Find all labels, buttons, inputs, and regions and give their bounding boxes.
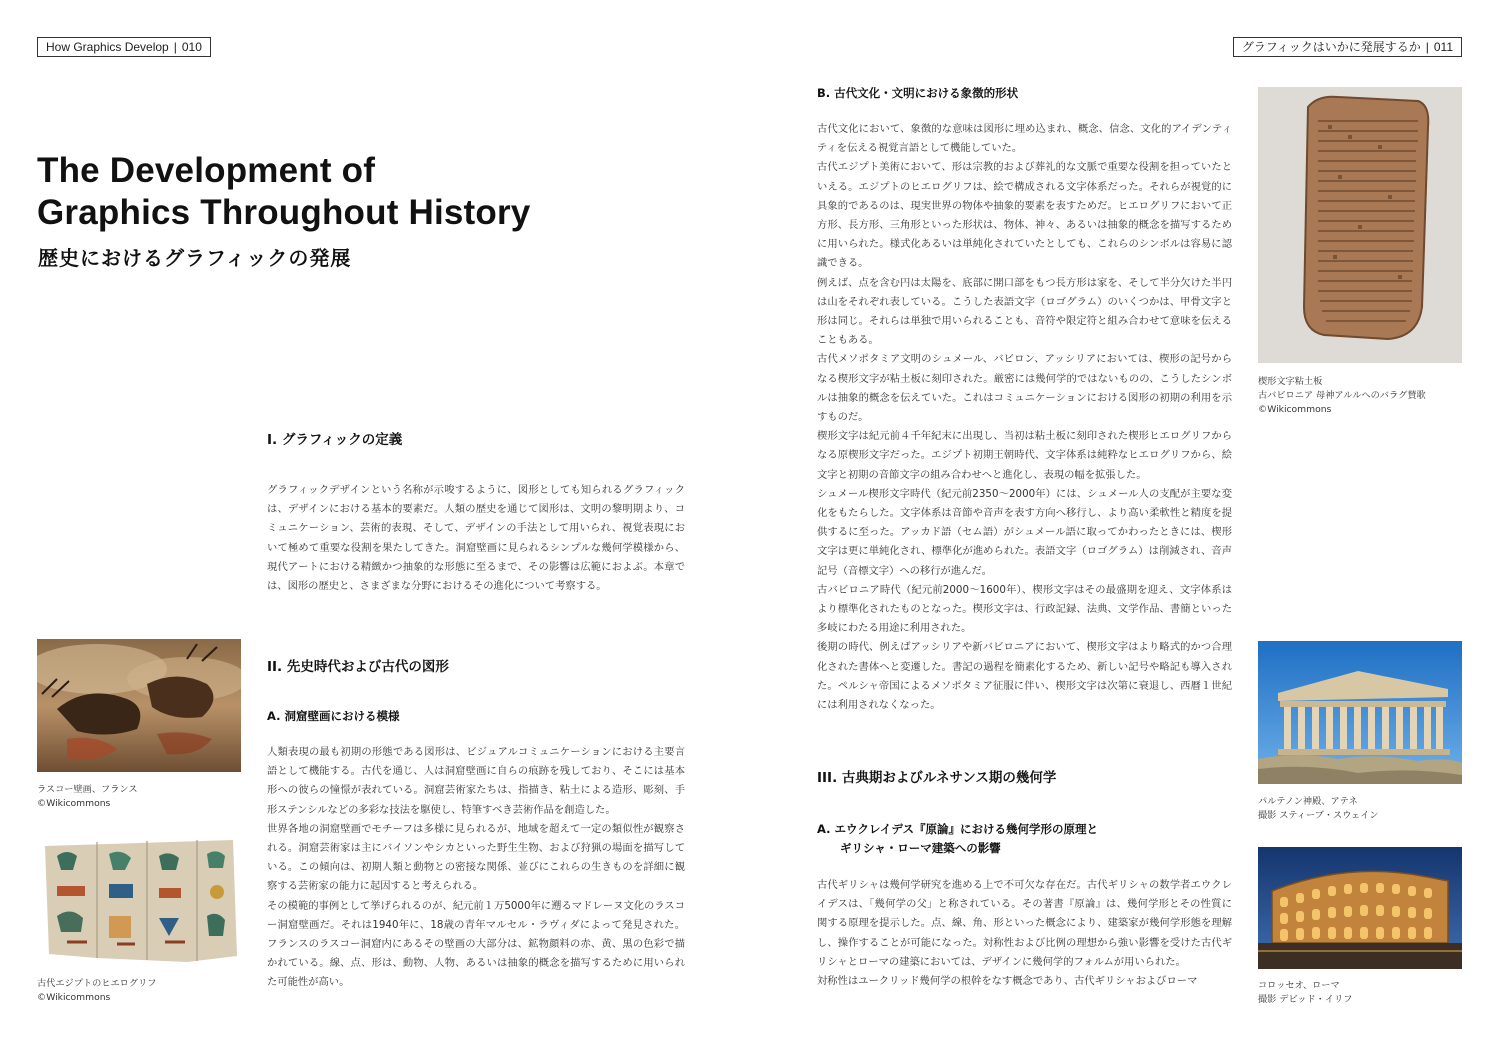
paragraph: 古代メソポタミア文明のシュメール、バビロン、アッシリアにおいては、楔形の記号からなる楔形文字が粘土板に刻印された。厳密には幾何学的ではないものの、こうしたシンボルは抽象的概念を伝えていた。これはコミュニケーションにおける図形の初期の利用を示すものだ。 xyxy=(817,353,1232,424)
caption-credit: ©Wikicommons xyxy=(37,798,111,809)
subheading-euclid xyxy=(817,820,1098,858)
chapter-title-line: The Development of xyxy=(37,151,376,190)
caption-credit: ©Wikicommons xyxy=(37,992,111,1003)
chapter-title-en xyxy=(37,150,530,234)
section-body-ancient-symbolic xyxy=(817,120,1232,715)
caption-line: パルテノン神殿、アテネ xyxy=(1258,796,1358,807)
page-number: 011 xyxy=(1433,40,1453,54)
caption-hieroglyph xyxy=(37,977,156,1005)
caption-line: 古代エジプトのヒエログリフ xyxy=(37,978,157,989)
running-head-right xyxy=(1233,37,1462,57)
section-heading-definition: I. グラフィックの定義 xyxy=(267,432,403,448)
right-page xyxy=(750,0,1500,1042)
section-body-definition xyxy=(267,481,685,596)
colosseum-photo xyxy=(1258,847,1462,969)
subheading-cave-painting: A. 洞窟壁画における模様 xyxy=(267,709,400,723)
running-head-label: How Graphics Develop xyxy=(46,40,169,54)
caption-line: 古バビロニア 母神アルルへのバラグ賛歌 xyxy=(1258,390,1426,401)
caption-credit: 撮影 デビッド・イリフ xyxy=(1258,994,1353,1005)
chapter-title-ja: 歴史におけるグラフィックの発展 xyxy=(38,246,352,270)
caption-colosseum xyxy=(1258,979,1352,1007)
caption-credit: 撮影 スティーブ・スウェイン xyxy=(1258,810,1379,821)
paragraph: 古代エジプト美術において、形は宗教的および葬礼的な文脈で重要な役割を担っていたといえる。エジプトのヒエログリフは、絵で構成される文字体系だった。それらが視覚的に具象的であるのは、現実世界の物体や抽象的要素を表すためだ。ヒエログリフにおいて正方形、長方形、三角形といった形状は、物体、神々、あるいは抽象的概念を描写するために用いられた。様式化あるいは単純化されていたとしても、これらのシンボルは容易に認識できる。 xyxy=(817,161,1232,270)
paragraph: 人類表現の最も初期の形態である図形は、ビジュアルコミュニケーションにおける主要言語として機能する。古代を通じ、人は洞窟壁画に自らの痕跡を残しており、そこには基本形への彼らの憧憬が表れている。洞窟芸術家たちは、指描き、粘土による造形、彫刻、手形ステンシルなどの多彩な技法を駆使し、特筆すべき芸術作品を創造した。 xyxy=(267,746,685,816)
paragraph: 古代文化において、象徴的な意味は図形に埋め込まれ、概念、信念、文化的アイデンティティを伝える視覚言語として機能していた。 xyxy=(817,123,1232,155)
paragraph: グラフィックデザインという名称が示唆するように、図形としても知られるグラフィックは、デザインにおける基本的要素だ。人類の歴史を通じて図形は、文明の黎明期より、コミュニケーション、芸術的表現、そして、デザインの手法として用いられ、視覚表現において極めて重要な役割を果たしてきた。洞窟壁画に見られるシンプルな幾何学模様から、現代アートにおける精緻かつ抽象的な形態に至るまで、その影響は広範におよぶ。本章では、図形の歴史と、さまざまな分野におけるその進化について考察する。 xyxy=(267,484,685,593)
running-head-separator: | xyxy=(173,40,177,54)
caption-line: コロッセオ、ローマ xyxy=(1258,980,1340,991)
section-body-prehistoric xyxy=(267,743,685,993)
page-number: 010 xyxy=(181,40,202,54)
paragraph: 世界各地の洞窟壁画でモチーフは多様に見られるが、地域を超えて一定の類似性が観察される。洞窟芸術家は主にバイソンやシカといった野生生物、および狩猟の場面を描写している。この傾向は、初期人類と動物との密接な関係、並びにこれらの生きものを詳細に観察する芸術家の能力に起因すると考えられる。 xyxy=(267,822,685,893)
running-head-separator: | xyxy=(1425,40,1429,54)
parthenon-photo xyxy=(1258,641,1462,784)
running-head-label: グラフィックはいかに発展するか xyxy=(1241,40,1421,54)
section-body-classical xyxy=(817,876,1232,991)
lascaux-cave-photo xyxy=(37,639,241,772)
chapter-title-line: Graphics Throughout History xyxy=(37,193,531,232)
subheading-ancient-symbolic: B. 古代文化・文明における象徴的形状 xyxy=(817,86,1019,100)
section-heading-classical: III. 古典期およびルネサンス期の幾何学 xyxy=(817,770,1057,786)
paragraph: シュメール楔形文字時代（紀元前2350～2000年）には、シュメール人の支配が主要な変化をもたらした。文字体系は音節や音声を表す方向へ移行し、より高い柔軟性と精度を提供するに至った。アッカド語（セム語）がシュメール語に取ってかわったときには、楔形文字は更に単純化され、標準化が進められた。表語文字（ロゴグラム）は削減され、音声記号（音標文字）への移行が進んだ。 xyxy=(817,487,1232,577)
caption-credit: ©Wikicommons xyxy=(1258,404,1332,415)
hieroglyph-photo xyxy=(37,836,241,966)
paragraph: 後期の時代、例えばアッシリアや新バビロニアにおいて、楔形文字はより略式的かつ合理化された書体へと変遷した。書記の過程を簡素化するため、新しい記号や略記も導入された。ペルシャ帝国によるメソポタミア征服に伴い、楔形文字は次第に衰退し、西暦１世紀には利用されなくなった。 xyxy=(817,641,1232,712)
caption-line: ラスコー壁画、フランス xyxy=(37,784,138,795)
paragraph: 例えば、点を含む円は太陽を、底部に開口部をもつ長方形は家を、そして半分欠けた半円は山をそれぞれ表している。こうした表語文字（ロゴグラム）のいくつかは、甲骨文字と形は同じ。それらは単独で用いられることも、音符や限定符と組み合わせて意味を伝えることもある。 xyxy=(817,276,1232,347)
section-heading-prehistoric: II. 先史時代および古代の図形 xyxy=(267,659,449,675)
paragraph: 古代ギリシャは幾何学研究を進める上で不可欠な存在だ。古代ギリシャの数学者エウクレイデスは、「幾何学の父」と称されている。その著書『原論』は、幾何学形とその性質に関する原理を提示した。点、線、角、形といった概念により、建築家が幾何学形態を理解し、操作することが可能になった。対称性および比例の理想から強い影響を受けた古代ギリシャとローマの建築においては、デザインに幾何学的フォルムが用いられた。 xyxy=(817,879,1232,968)
caption-lascaux xyxy=(37,783,138,811)
cuneiform-tablet-photo xyxy=(1258,87,1462,363)
paragraph: その模範的事例として挙げられるのが、紀元前１万5000年に遡るマドレーヌ文化のラスコー洞窟壁画だ。それは1940年に、18歳の青年マルセル・ラヴィダによって発見された。フランスのラスコー洞窟内にあるその壁画の大部分は、鉱物顔料の赤、黄、黒の色彩で描かれている。線、点、形は、動物、人物、あるいは抽象的概念を描写するために用いられた可能性が高い。 xyxy=(267,899,685,989)
paragraph: 対称性はユークリッド幾何学の根幹をなす概念であり、古代ギリシャおよびローマ xyxy=(817,975,1198,988)
paragraph: 古バビロニア時代（紀元前2000～1600年）、楔形文字はその最盛期を迎え、文字体系はより標準化されたものとなった。楔形文字は、行政記録、法典、文学作品、書簡といった多岐にわたる用途に利用された。 xyxy=(817,583,1232,635)
caption-tablet xyxy=(1258,375,1426,417)
subheading-line: A. エウクレイデス『原論』における幾何学形の原理と xyxy=(817,822,1098,836)
caption-parthenon xyxy=(1258,795,1379,823)
subheading-line: ギリシャ・ローマ建築への影響 xyxy=(840,841,1001,855)
caption-line: 楔形文字粘土板 xyxy=(1258,376,1323,387)
running-head-left xyxy=(37,37,211,57)
paragraph: 楔形文字は紀元前４千年紀末に出現し、当初は粘土板に刻印された楔形ヒエログリフからなる原楔形文字だった。エジプト初期王朝時代、文字体系は純粋なヒエログリフから、絵文字と初期の音節文字の組み合わせへと進化し、表現の幅を拡張した。 xyxy=(817,430,1232,481)
